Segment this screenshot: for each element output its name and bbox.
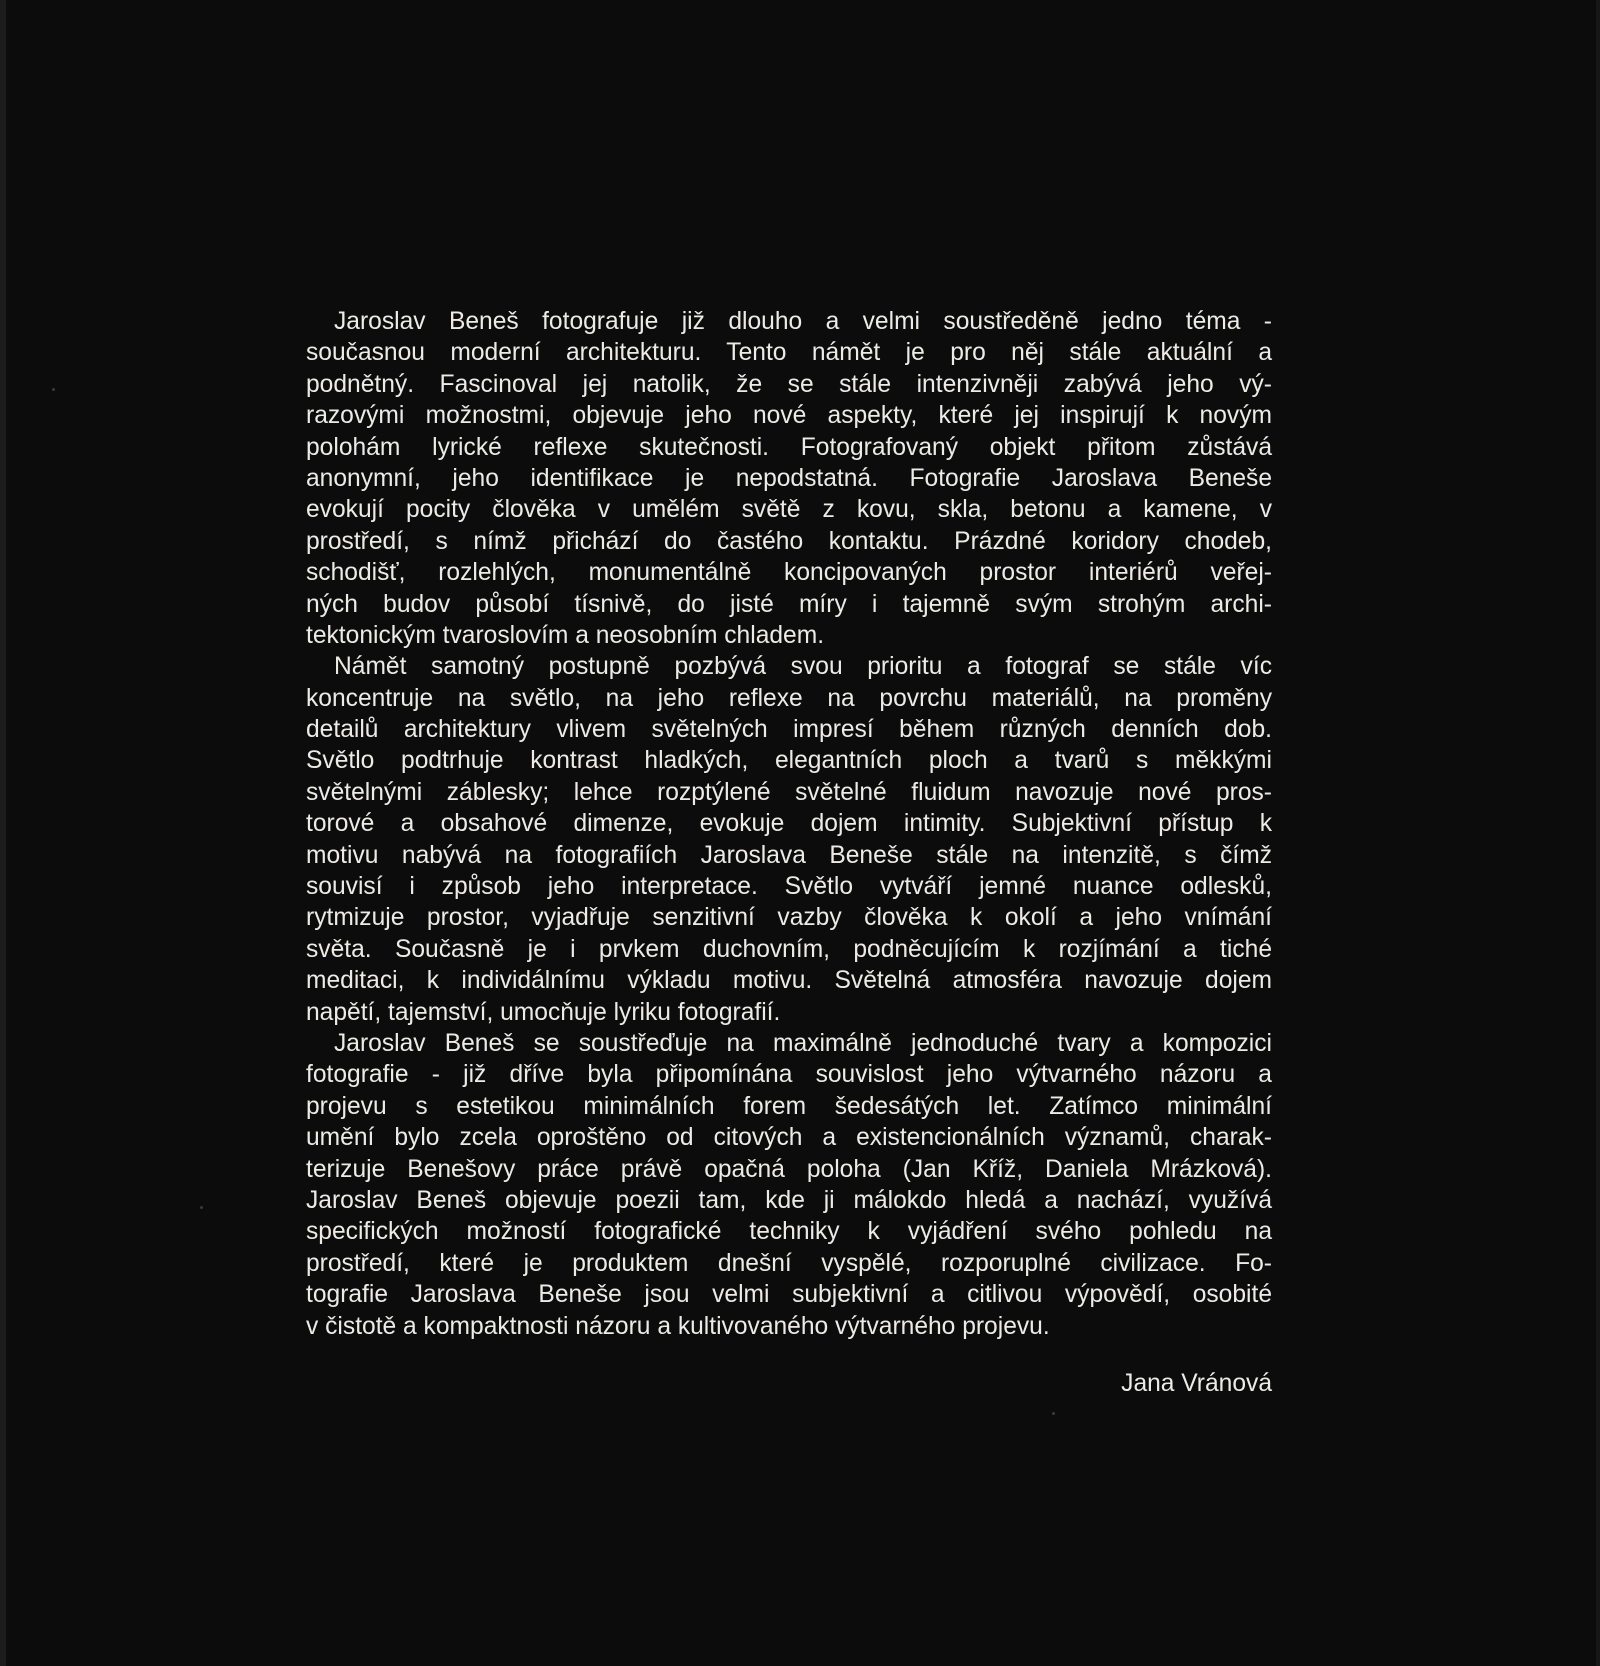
text-line: světelnými záblesky; lehce rozptýlené světelné fluidum navozuje nové pros- xyxy=(306,778,1272,806)
author-signature: Jana Vránová xyxy=(1121,1370,1272,1397)
text-line: torové a obsahové dimenze, evokuje dojem intimity. Subjektivní přístup k xyxy=(306,810,1272,838)
dust-speck xyxy=(1052,1412,1055,1415)
paragraph xyxy=(306,306,1272,651)
dust-speck xyxy=(52,388,55,391)
page-left-edge xyxy=(0,0,6,1666)
text-line: schodišť, rozlehlých, monumentálně koncipovaných prostor interiérů veřej- xyxy=(306,559,1272,587)
text-line: podnětný. Fascinoval jej natolik, že se stále intenzivněji zabývá jeho vý- xyxy=(306,370,1272,398)
text-line: projevu s estetikou minimálních forem šedesátých let. Zatímco minimální xyxy=(306,1092,1272,1120)
text-line: Jaroslav Beneš fotografuje již dlouho a velmi soustředěně jedno téma - xyxy=(334,308,1272,335)
text-line: napětí, tajemství, umocňuje lyriku fotografií. xyxy=(306,998,781,1026)
text-line: Námět samotný postupně pozbývá svou prioritu a fotograf se stále víc xyxy=(334,653,1272,681)
text-line: tektonickým tvaroslovím a neosobním chladem. xyxy=(306,621,825,649)
text-line: prostředí, s nímž přichází do častého kontaktu. Prázdné koridory chodeb, xyxy=(306,527,1272,555)
essay-text xyxy=(306,306,1272,1342)
text-line: Jaroslav Beneš objevuje poezii tam, kde ji málokdo hledá a nachází, využívá xyxy=(306,1186,1272,1214)
text-line: umění bylo zcela oproštěno od citových a existencionálních významů, charak- xyxy=(306,1124,1272,1152)
text-line: souvisí i způsob jeho interpretace. Světlo vytváří jemné nuance odlesků, xyxy=(306,873,1272,901)
text-line: tografie Jaroslava Beneše jsou velmi subjektivní a citlivou výpovědí, osobité xyxy=(306,1281,1272,1309)
text-line: motivu nabývá na fotografiích Jaroslava Beneše stále na intenzitě, s čímž xyxy=(306,841,1272,869)
text-line: terizuje Benešovy práce právě opačná poloha (Jan Kříž, Daniela Mrázková). xyxy=(306,1155,1272,1183)
text-line: meditaci, k individálnímu výkladu motivu. Světelná atmosféra navozuje dojem xyxy=(306,967,1272,995)
text-line: Jaroslav Beneš se soustřeďuje na maximálně jednoduché tvary a kompozici xyxy=(334,1029,1272,1057)
text-line: současnou moderní architekturu. Tento námět je pro něj stále aktuální a xyxy=(306,339,1272,367)
text-line: detailů architektury vlivem světelných impresí během různých denních dob. xyxy=(306,716,1272,744)
text-line: evokují pocity člověka v umělém světě z kovu, skla, betonu a kamene, v xyxy=(306,496,1272,524)
text-line: ných budov působí tísnivě, do jisté míry i tajemně svým strohým archi- xyxy=(306,590,1272,618)
text-line: koncentruje na světlo, na jeho reflexe na povrchu materiálů, na proměny xyxy=(306,684,1272,712)
page-right-edge xyxy=(1596,0,1600,1666)
paragraph xyxy=(306,651,1272,1028)
text-line: rytmizuje prostor, vyjadřuje senzitivní vazby člověka k okolí a jeho vnímání xyxy=(306,904,1272,932)
dust-speck xyxy=(200,1206,203,1209)
text-line: v čistotě a kompaktnosti názoru a kultivovaného výtvarného projevu. xyxy=(306,1312,1050,1340)
text-line: fotografie - již dříve byla připomínána souvislost jeho výtvarného názoru a xyxy=(306,1061,1272,1089)
text-line: specifických možností fotografické techniky k vyjádření svého pohledu na xyxy=(306,1218,1272,1246)
text-line: polohám lyrické reflexe skutečnosti. Fotografovaný objekt přitom zůstává xyxy=(306,433,1272,461)
text-line: anonymní, jeho identifikace je nepodstatná. Fotografie Jaroslava Beneše xyxy=(306,464,1272,492)
text-line: razovými možnostmi, objevuje jeho nové aspekty, které jej inspirují k novým xyxy=(306,402,1272,430)
paragraph xyxy=(306,1028,1272,1342)
text-line: prostředí, které je produktem dnešní vyspělé, rozporuplné civilizace. Fo- xyxy=(306,1249,1272,1277)
text-line: světa. Současně je i prvkem duchovním, podněcujícím k rozjímání a tiché xyxy=(306,935,1272,963)
text-line: Světlo podtrhuje kontrast hladkých, elegantních ploch a tvarů s měkkými xyxy=(306,747,1272,775)
